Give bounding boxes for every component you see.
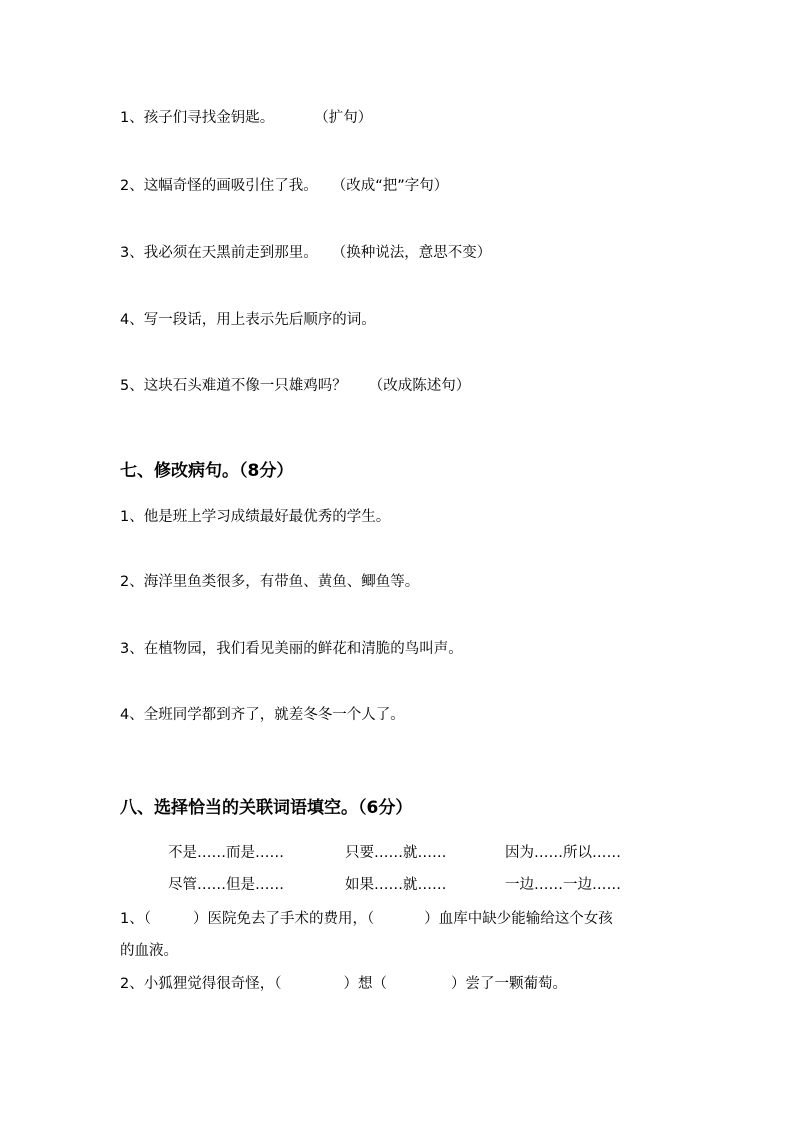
- item-text: 1、孩子们寻找金钥匙。: [120, 110, 275, 126]
- correction-item-3: 3、在植物园，我们看见美丽的鲜花和清脆的鸟叫声。: [120, 641, 463, 657]
- item-text: 3、我必须在天黑前走到那里。: [120, 245, 318, 261]
- option-jinguan-danshi: 尽管……但是……: [168, 877, 284, 893]
- item-instruction: （换种说法，意思不变）: [331, 245, 492, 261]
- item-text: 4、写一段话，用上表示先后顺序的词。: [120, 312, 376, 328]
- item-text: 2、这幅奇怪的画吸引住了我。: [120, 178, 318, 194]
- fill-question-1: [120, 909, 613, 929]
- option-zhiyao-jiu: 只要……就……: [345, 845, 447, 861]
- fill-question-1-continued: 的血液。: [120, 943, 178, 959]
- question-text: ）血库中缺少能输给这个女孩: [424, 911, 613, 927]
- item-instruction: （改成“把”字句）: [331, 178, 449, 194]
- question-text: 1、（: [120, 911, 151, 927]
- section-title-conjunctions: 八、选择恰当的关联词语填空。（6分）: [120, 798, 413, 818]
- rewrite-item-2: [120, 176, 448, 196]
- option-yibian-yibian: 一边……一边……: [505, 877, 621, 893]
- correction-item-1: 1、他是班上学习成绩最好最优秀的学生。: [120, 509, 391, 525]
- rewrite-item-1: [120, 108, 372, 128]
- item-instruction: （改成陈述句）: [368, 378, 471, 394]
- fill-question-2: [120, 974, 567, 994]
- item-text: 5、这块石头难道不像一只雄鸡吗？: [120, 378, 347, 394]
- rewrite-item-3: [120, 243, 491, 263]
- item-instruction: （扩句）: [314, 110, 373, 126]
- section-title-correct-sentences: 七、修改病句。（8分）: [120, 461, 294, 481]
- question-text: ）想（: [343, 976, 387, 992]
- option-yinwei-suoyi: 因为……所以……: [505, 845, 621, 861]
- rewrite-item-5: [120, 376, 470, 396]
- rewrite-item-4: [120, 310, 376, 330]
- correction-item-2: 2、海洋里鱼类很多，有带鱼、黄鱼、鲫鱼等。: [120, 574, 420, 590]
- question-text: ）医院免去了手术的费用，（: [192, 911, 375, 927]
- question-text: 2、小狐狸觉得很奇怪，（: [120, 976, 282, 992]
- option-ruguo-jiu: 如果……就……: [345, 877, 447, 893]
- option-bushi-ershi: 不是……而是……: [168, 845, 284, 861]
- correction-item-4: 4、全班同学都到齐了，就差冬冬一个人了。: [120, 707, 405, 723]
- question-text: ）尝了一颗葡萄。: [450, 976, 567, 992]
